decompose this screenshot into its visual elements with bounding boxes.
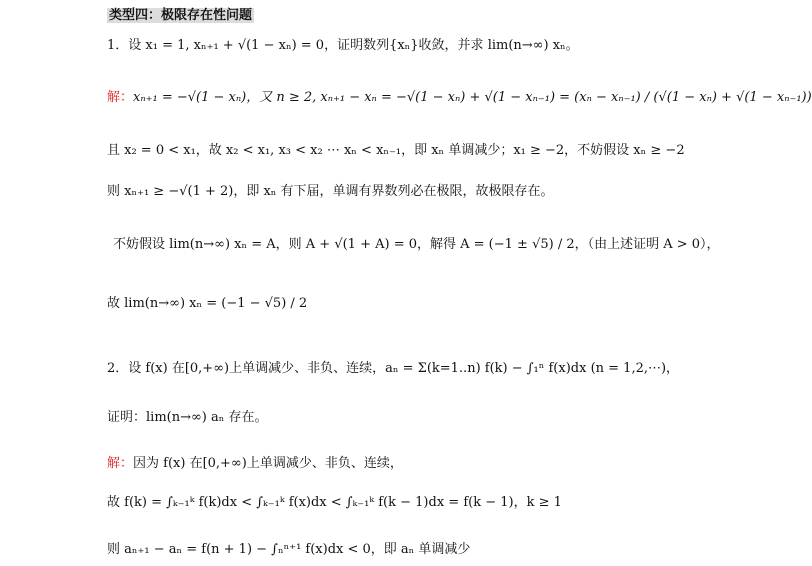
solution-label-2: 解： xyxy=(107,456,134,471)
problem1-line4: 不妨假设 lim(n→∞) xₙ = A，则 A + √(1 + A) = 0，解得 A = (−1 ± √5) / 2，（由上述证明 A > 0）， xyxy=(113,237,720,252)
section-heading: 类型四：极限存在性问题 xyxy=(109,8,253,23)
solution2-text: 因为 f(x) 在[0,+∞)上单调减少、非负、连续， xyxy=(133,456,403,471)
solution1-equation: xₙ₊₁ = −√(1 − xₙ)，又 n ≥ 2, xₙ₊₁ − xₙ = −√(1 − xₙ) + √(1 − xₙ₋₁) = (xₙ − xₙ₋₁) / (√(1 − xₙ) + √(1 − xₙ₋₁)) xyxy=(133,90,812,105)
problem1-line5: 故 lim(n→∞) xₙ = (−1 − √5) / 2 xyxy=(107,296,308,311)
problem1-line3: 则 xₙ₊₁ ≥ −√(1 + 2)，即 xₙ 有下届，单调有界数列必在极限，故极限存在。 xyxy=(107,184,554,199)
problem1-solution-line1 xyxy=(107,86,812,105)
problem2-line3: 则 aₙ₊₁ − aₙ = f(n + 1) − ∫ₙⁿ⁺¹ f(x)dx < 0，即 aₙ 单调减少 xyxy=(107,542,471,557)
problem2-statement: 2．设 f(x) 在[0,+∞)上单调减少、非负、连续，aₙ = Σ(k=1..n) f(k) − ∫₁ⁿ f(x)dx (n = 1,2,⋯)， xyxy=(107,361,680,376)
problem2-solution-line1 xyxy=(107,452,403,471)
problem2-prove: 证明：lim(n→∞) aₙ 存在。 xyxy=(107,410,268,425)
problem1-statement: 1．设 x₁ = 1, xₙ₊₁ + √(1 − xₙ) = 0，证明数列{xₙ}收敛，并求 lim(n→∞) xₙ。 xyxy=(107,38,579,53)
problem2-line2: 故 f(k) = ∫ₖ₋₁ᵏ f(k)dx < ∫ₖ₋₁ᵏ f(x)dx < ∫ₖ₋₁ᵏ f(k − 1)dx = f(k − 1)，k ≥ 1 xyxy=(107,495,562,510)
problem1-line2: 且 x₂ = 0 < x₁，故 x₂ < x₁, x₃ < x₂ ⋯ xₙ < xₙ₋₁，即 xₙ 单调减少；x₁ ≥ −2，不妨假设 xₙ ≥ −2 xyxy=(107,143,685,158)
solution-label-1: 解： xyxy=(107,90,134,105)
